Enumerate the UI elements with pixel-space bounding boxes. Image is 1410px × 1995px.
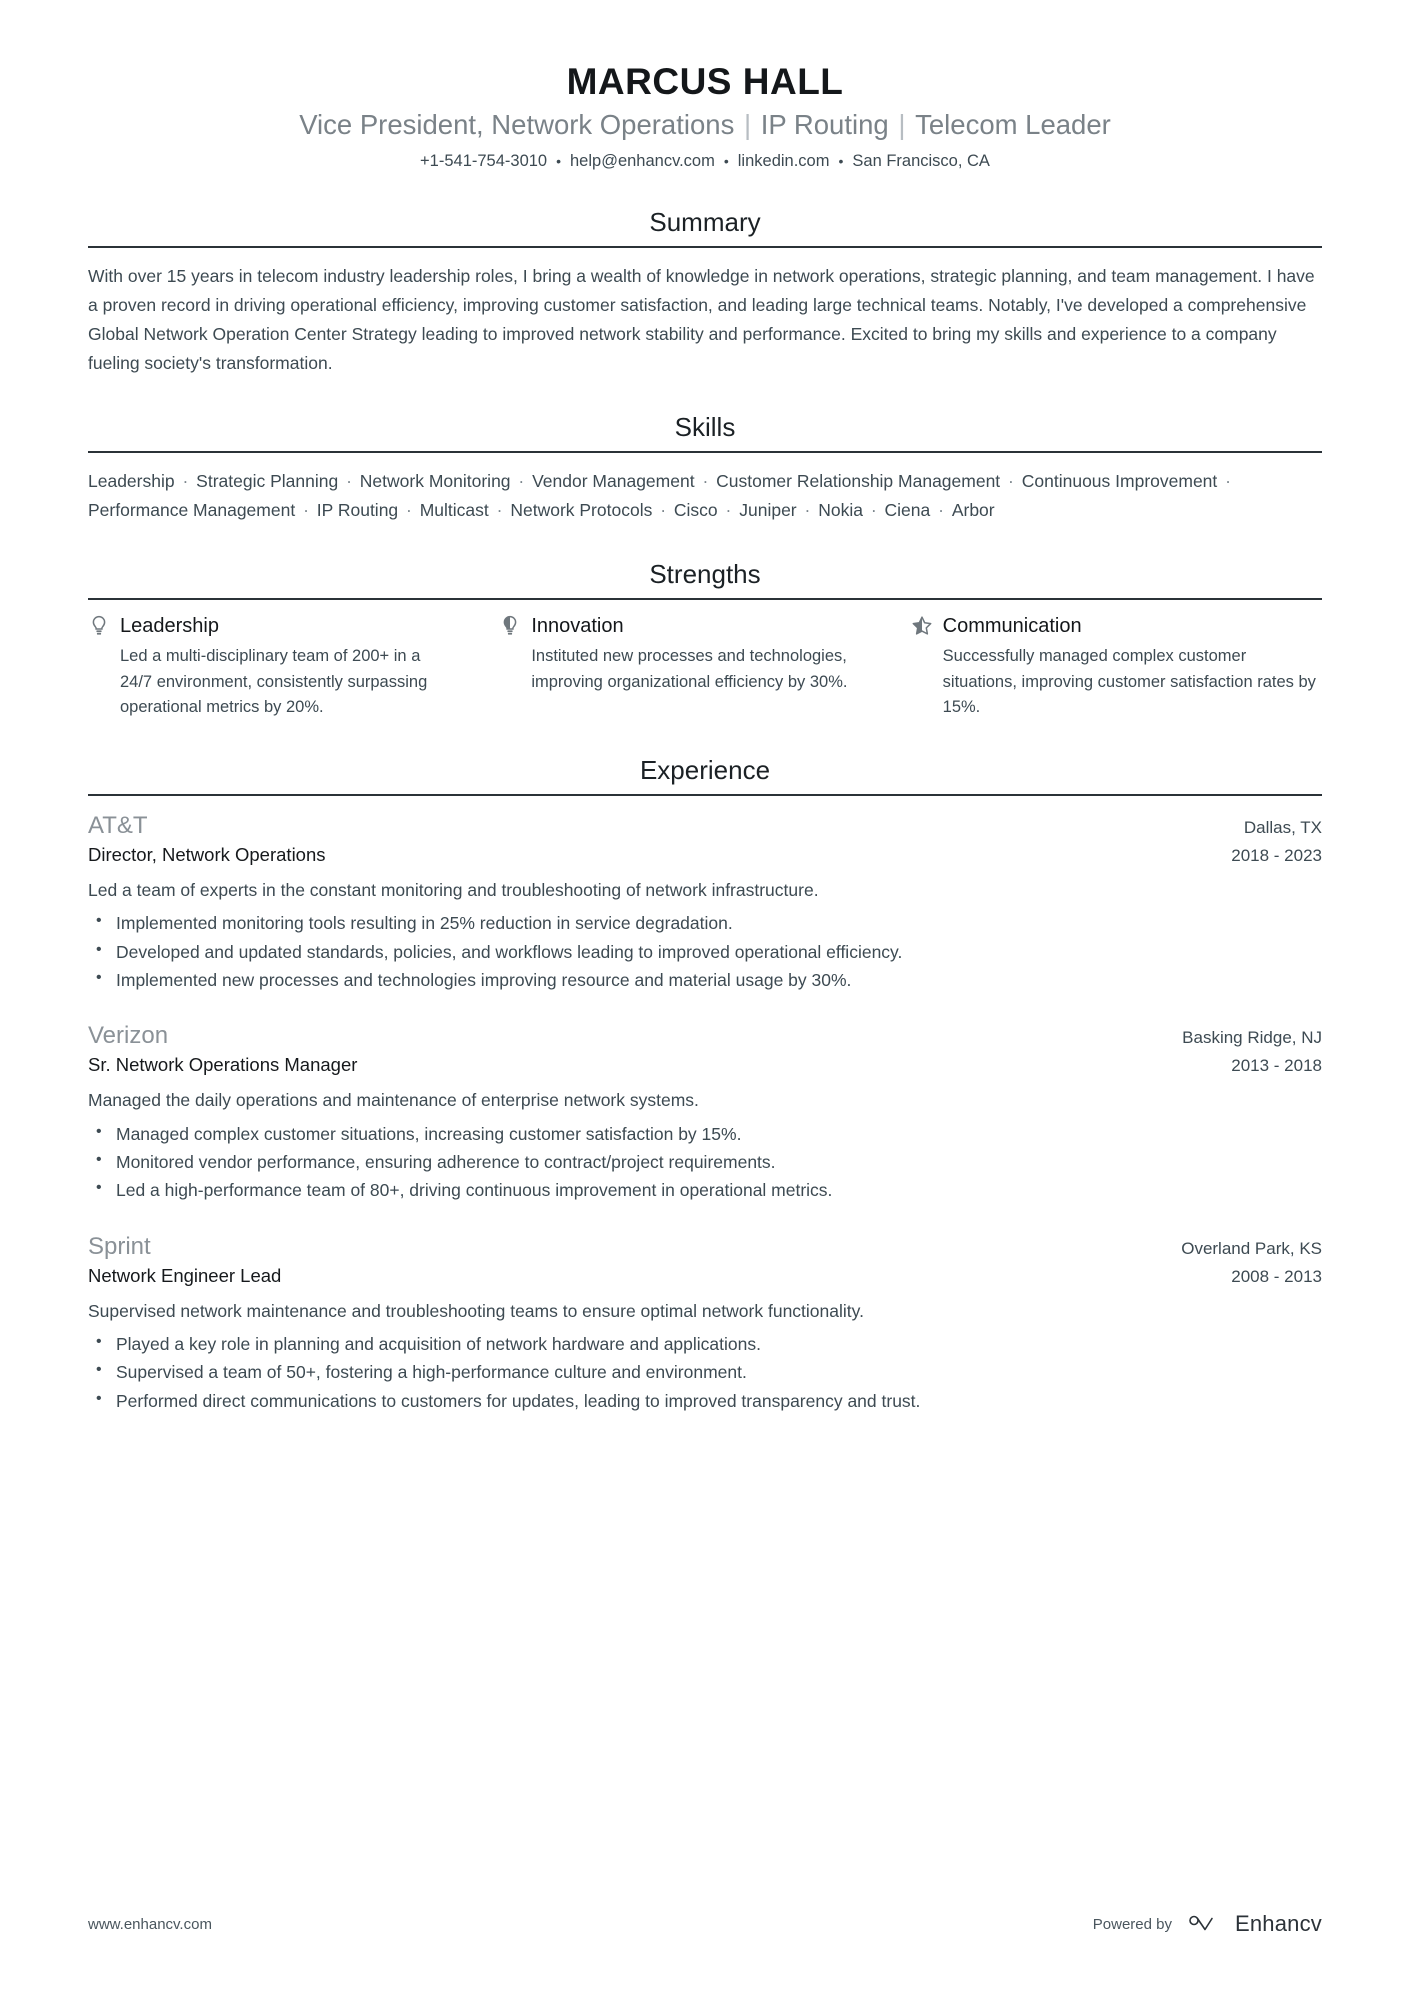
section-title-experience: Experience [639, 754, 771, 785]
experience-role-row [88, 843, 1322, 868]
section-strengths [88, 559, 1322, 721]
section-title-strengths: Strengths [649, 558, 761, 589]
job-bullet: • Monitored vendor performance, ensuring adherence to contract/project requirements. [88, 1148, 1322, 1176]
skill-separator-icon: · [655, 499, 671, 520]
contact-separator-icon: • [838, 152, 844, 169]
job-bullet-list [88, 1120, 1322, 1205]
job-bullet: • Supervised a team of 50+, fostering a high-performance culture and environment. [88, 1358, 1322, 1386]
contact-separator-icon: • [556, 152, 561, 169]
experience-company-row [88, 1020, 1322, 1051]
job-bullet: • Played a key role in planning and acquisition of network hardware and applications. [88, 1330, 1322, 1358]
experience-role-row [88, 1053, 1322, 1078]
job-summary: Supervised network maintenance and troubleshooting teams to ensure optimal network functionality. [88, 1300, 864, 1321]
experience-role-row [88, 1264, 1322, 1289]
candidate-headline [88, 108, 1322, 142]
candidate-name: MARCUS HALL [566, 61, 844, 102]
job-bullet: • Led a high-performance team of 80+, driving continuous improvement in operational metrics. [88, 1176, 1322, 1204]
job-bullet: • Performed direct communications to customers for updates, leading to improved transparency and trust. [88, 1387, 1322, 1415]
skill-item: Vendor Management [532, 471, 695, 491]
section-divider [88, 794, 1322, 796]
headline-part-1: Vice President, Network Operations [299, 108, 735, 140]
resume-header [88, 60, 1322, 173]
experience-item [88, 1231, 1322, 1415]
contact-line [88, 150, 1322, 173]
skill-separator-icon: · [491, 499, 508, 520]
skills-list [88, 467, 1322, 525]
job-summary: Managed the daily operations and maintenance of enterprise network systems. [88, 1090, 699, 1111]
skill-item: Cisco [673, 499, 718, 520]
job-summary: Led a team of experts in the constant monitoring and troubleshooting of network infrastructure. [88, 879, 819, 900]
enhancv-wordmark: Enhancv [1234, 1911, 1322, 1936]
skill-item: Performance Management [88, 499, 296, 520]
contact-email[interactable]: help@enhancv.com [570, 152, 715, 171]
skill-item: IP Routing [316, 499, 399, 520]
company-location: Dallas, TX [1243, 817, 1322, 837]
skill-item: Juniper [739, 499, 797, 520]
skill-item: Arbor [951, 499, 995, 520]
section-title-summary: Summary [649, 207, 761, 238]
skill-item: Continuous Improvement [1021, 471, 1218, 491]
skill-item: Nokia [818, 499, 863, 520]
company-name: Verizon [88, 1022, 169, 1050]
job-title: Network Engineer Lead [88, 1264, 282, 1286]
job-bullet-list [88, 1330, 1322, 1415]
job-bullet: • Implemented new processes and technologies improving resource and material usage by 30%. [88, 966, 1322, 994]
section-skills [88, 412, 1322, 525]
strength-item [88, 614, 499, 721]
experience-item [88, 810, 1322, 994]
strength-item [499, 614, 910, 721]
skill-item: Customer Relationship Management [716, 471, 1001, 491]
job-bullet: • Developed and updated standards, policies, and workflows leading to improved operational efficiency. [88, 938, 1322, 966]
experience-company-row [88, 810, 1322, 841]
skill-item: Network Protocols [510, 499, 653, 520]
skill-item: Network Monitoring [359, 471, 511, 491]
strength-title: Innovation [531, 614, 624, 637]
job-bullet: • Managed complex customer situations, increasing customer satisfaction by 15%. [88, 1120, 1322, 1148]
section-divider [88, 451, 1322, 453]
strength-title: Leadership [120, 614, 219, 637]
enhancv-mark-icon [1186, 1912, 1226, 1936]
strength-description: Instituted new processes and technologies, improving organizational efficiency by 30%. [531, 646, 848, 691]
experience-company-row [88, 1231, 1322, 1262]
contact-phone[interactable]: +1-541-754-3010 [420, 152, 548, 171]
skill-separator-icon: · [697, 471, 714, 491]
skill-separator-icon: · [933, 499, 949, 520]
footer-branding [1093, 1911, 1322, 1937]
skill-separator-icon: · [298, 499, 314, 520]
strength-header [499, 614, 862, 638]
skill-separator-icon: · [177, 471, 194, 491]
half-star-icon [911, 614, 933, 638]
job-title: Director, Network Operations [88, 844, 326, 865]
job-bullet: • Implemented monitoring tools resulting in 25% reduction in service degradation. [88, 909, 1322, 937]
skill-separator-icon: · [341, 471, 357, 491]
company-location: Overland Park, KS [1181, 1238, 1322, 1258]
headline-divider-2: | [890, 108, 914, 140]
job-title: Sr. Network Operations Manager [88, 1054, 358, 1076]
skill-separator-icon: · [720, 499, 737, 520]
skill-separator-icon: · [513, 471, 530, 491]
strength-header [88, 614, 451, 638]
skill-item: Ciena [884, 499, 931, 520]
company-location: Basking Ridge, NJ [1182, 1028, 1322, 1048]
strength-description: Led a multi-disciplinary team of 200+ in a 24/7 environment, consistently surpassing operational metrics by 20%. [120, 646, 428, 717]
page-footer [88, 1911, 1322, 1937]
skill-item: Strategic Planning [196, 471, 339, 491]
headline-part-2: IP Routing [760, 108, 889, 140]
strength-header [911, 614, 1322, 638]
section-divider [88, 246, 1322, 248]
experience-list [88, 810, 1322, 1415]
footer-website[interactable]: www.enhancv.com [88, 1915, 212, 1933]
job-dates: 2008 - 2013 [1231, 1266, 1322, 1286]
strengths-grid [88, 614, 1322, 721]
strength-description: Successfully managed complex customer situations, improving customer satisfaction rates by 15%. [942, 646, 1316, 717]
section-divider [88, 598, 1322, 600]
contact-location: San Francisco, CA [852, 152, 990, 171]
company-name: Sprint [88, 1232, 151, 1260]
enhancv-logo [1186, 1911, 1322, 1937]
section-title-skills: Skills [674, 411, 736, 442]
headline-part-3: Telecom Leader [915, 108, 1111, 140]
summary-text: With over 15 years in telecom industry leadership roles, I bring a wealth of knowledge in network operations, strategic planning, and team management. I have a proven record in driving operational efficiency, improving customer satisfaction, and leading large technical teams. Notably, I've developed a comprehensive Global Network Operation Center Strategy leading to improved network stability and performance. Excited to bring my skills and experience to a company fueling society's transformation. [88, 266, 1315, 373]
contact-linkedin[interactable]: linkedin.com [737, 152, 830, 171]
section-experience [88, 755, 1322, 1416]
section-summary [88, 207, 1322, 378]
strength-item [911, 614, 1322, 721]
company-name: AT&T [88, 811, 148, 839]
skill-separator-icon: · [865, 499, 882, 520]
skill-separator-icon: · [799, 499, 816, 520]
contact-separator-icon: • [723, 152, 729, 169]
experience-item [88, 1020, 1322, 1204]
headline-divider-1: | [736, 108, 759, 140]
job-dates: 2018 - 2023 [1231, 846, 1322, 865]
job-bullet-list [88, 909, 1322, 994]
skill-item: Multicast [419, 499, 489, 520]
skill-separator-icon: · [1220, 471, 1231, 491]
strength-title: Communication [942, 614, 1082, 637]
job-dates: 2013 - 2018 [1231, 1056, 1322, 1076]
lightbulb-outline-icon [88, 614, 110, 638]
powered-by-label: Powered by [1092, 1915, 1172, 1933]
skill-item: Leadership [88, 471, 175, 491]
skill-separator-icon: · [401, 499, 417, 520]
skill-separator-icon: · [1003, 471, 1019, 491]
lightbulb-filled-icon [499, 614, 521, 638]
